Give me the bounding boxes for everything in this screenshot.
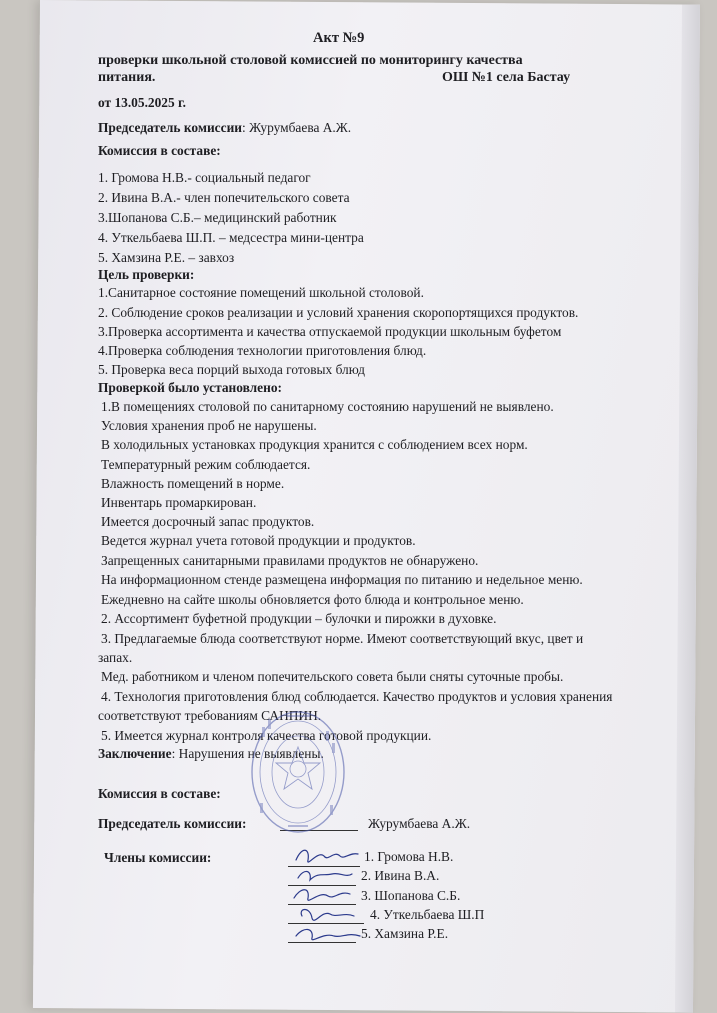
paper-edge <box>675 4 700 1012</box>
signature-member: 3. Шопанова С.Б. <box>361 888 461 903</box>
finding-line: запах. <box>98 650 133 665</box>
finding-line: Мед. работником и членом попечительского совета были сняты суточные пробы. <box>101 669 564 684</box>
signature-member: 4. Уткельбаева Ш.П <box>370 907 485 922</box>
finding-line: Условия хранения проб не нарушены. <box>101 418 317 433</box>
member-signature-line <box>288 885 356 886</box>
finding-line: В холодильных установках продукция хранится с соблюдением всех норм. <box>101 437 528 452</box>
findings-heading: Проверкой было установлено: <box>98 380 282 395</box>
member-signature-line <box>288 923 364 924</box>
finding-line: соответствуют требованиям САНПИН. <box>98 708 322 723</box>
chair-value: : Журумбаева А.Ж. <box>242 120 352 135</box>
goal-item: 1.Санитарное состояние помещений школьной столовой. <box>98 285 424 300</box>
finding-line: 1.В помещениях столовой по санитарному состоянию нарушений не выявлено. <box>101 399 554 414</box>
member-signature-line <box>288 904 356 905</box>
goal-item: 4.Проверка соблюдения технологии приготовления блюд. <box>98 343 427 358</box>
finding-line: 4. Технология приготовления блюд соблюдается. Качество продуктов и условия хранения <box>101 689 613 704</box>
act-date: от 13.05.2025 г. <box>98 95 186 110</box>
signature-member: 2. Ивина В.А. <box>361 868 440 883</box>
goal-item: 2. Соблюдение сроков реализации и условий хранения скоропортящихся продуктов. <box>98 305 579 320</box>
finding-line: Ведется журнал учета готовой продукции и продуктов. <box>101 533 416 548</box>
finding-line: На информационном стенде размещена информация по питанию и недельное меню. <box>101 572 583 587</box>
signatures-chair-name: Журумбаева А.Ж. <box>368 816 471 831</box>
member-signature-line <box>288 942 356 943</box>
commission-heading: Комиссия в составе: <box>98 143 221 158</box>
signature-member: 1. Громова Н.В. <box>364 849 454 864</box>
commission-member: 5. Хамзина Р.Е. – завхоз <box>98 250 235 265</box>
chair-label: Председатель комиссии <box>98 120 242 135</box>
finding-line: Влажность помещений в норме. <box>101 476 285 491</box>
act-title: Акт №9 <box>313 30 365 46</box>
conclusion-line <box>98 746 324 762</box>
signature-member: 5. Хамзина Р.Е. <box>361 926 449 941</box>
commission-member: 1. Громова Н.В.- социальный педагог <box>98 170 311 185</box>
commission-member: 3.Шопанова С.Б.– медицинский работник <box>98 210 337 225</box>
goals-heading: Цель проверки: <box>98 267 195 282</box>
act-subtitle-line2-left: питания. <box>98 70 156 85</box>
finding-line: Запрещенных санитарными правилами продуктов не обнаружено. <box>101 553 479 568</box>
goal-item: 3.Проверка ассортимента и качества отпускаемой продукции школьным буфетом <box>98 324 562 339</box>
goal-item: 5. Проверка веса порций выхода готовых блюд <box>98 362 365 377</box>
finding-line: 3. Предлагаемые блюда соответствуют норме. Имеют соответствующий вкус, цвет и <box>101 631 584 646</box>
member-signature-line <box>288 866 360 867</box>
finding-line: Инвентарь промаркирован. <box>101 495 257 510</box>
finding-line: Имеется досрочный запас продуктов. <box>101 514 315 529</box>
conclusion-value: : Нарушения не выявлены. <box>171 746 324 761</box>
finding-line: Температурный режим соблюдается. <box>101 457 311 472</box>
finding-line: Ежедневно на сайте школы обновляется фото блюда и контрольное меню. <box>101 592 524 607</box>
act-subtitle-line1: проверки школьной столовой комиссией по мониторингу качества <box>98 53 523 68</box>
conclusion-label: Заключение <box>98 746 172 761</box>
chair-signature-line <box>280 830 358 831</box>
commission-member: 2. Ивина В.А.- член попечительского совета <box>98 190 350 205</box>
chair-line <box>98 120 351 136</box>
finding-line: 5. Имеется журнал контроля качества готовой продукции. <box>101 728 432 743</box>
commission-member: 4. Уткельбаева Ш.П. – медсестра мини-центра <box>98 230 364 245</box>
signatures-chair-label: Председатель комиссии: <box>98 816 247 831</box>
signatures-members-label: Члены комиссии: <box>104 850 212 865</box>
school-name: ОШ №1 села Бастау <box>442 70 571 85</box>
finding-line: 2. Ассортимент буфетной продукции – булочки и пирожки в духовке. <box>101 611 497 626</box>
signatures-heading: Комиссия в составе: <box>98 786 221 801</box>
